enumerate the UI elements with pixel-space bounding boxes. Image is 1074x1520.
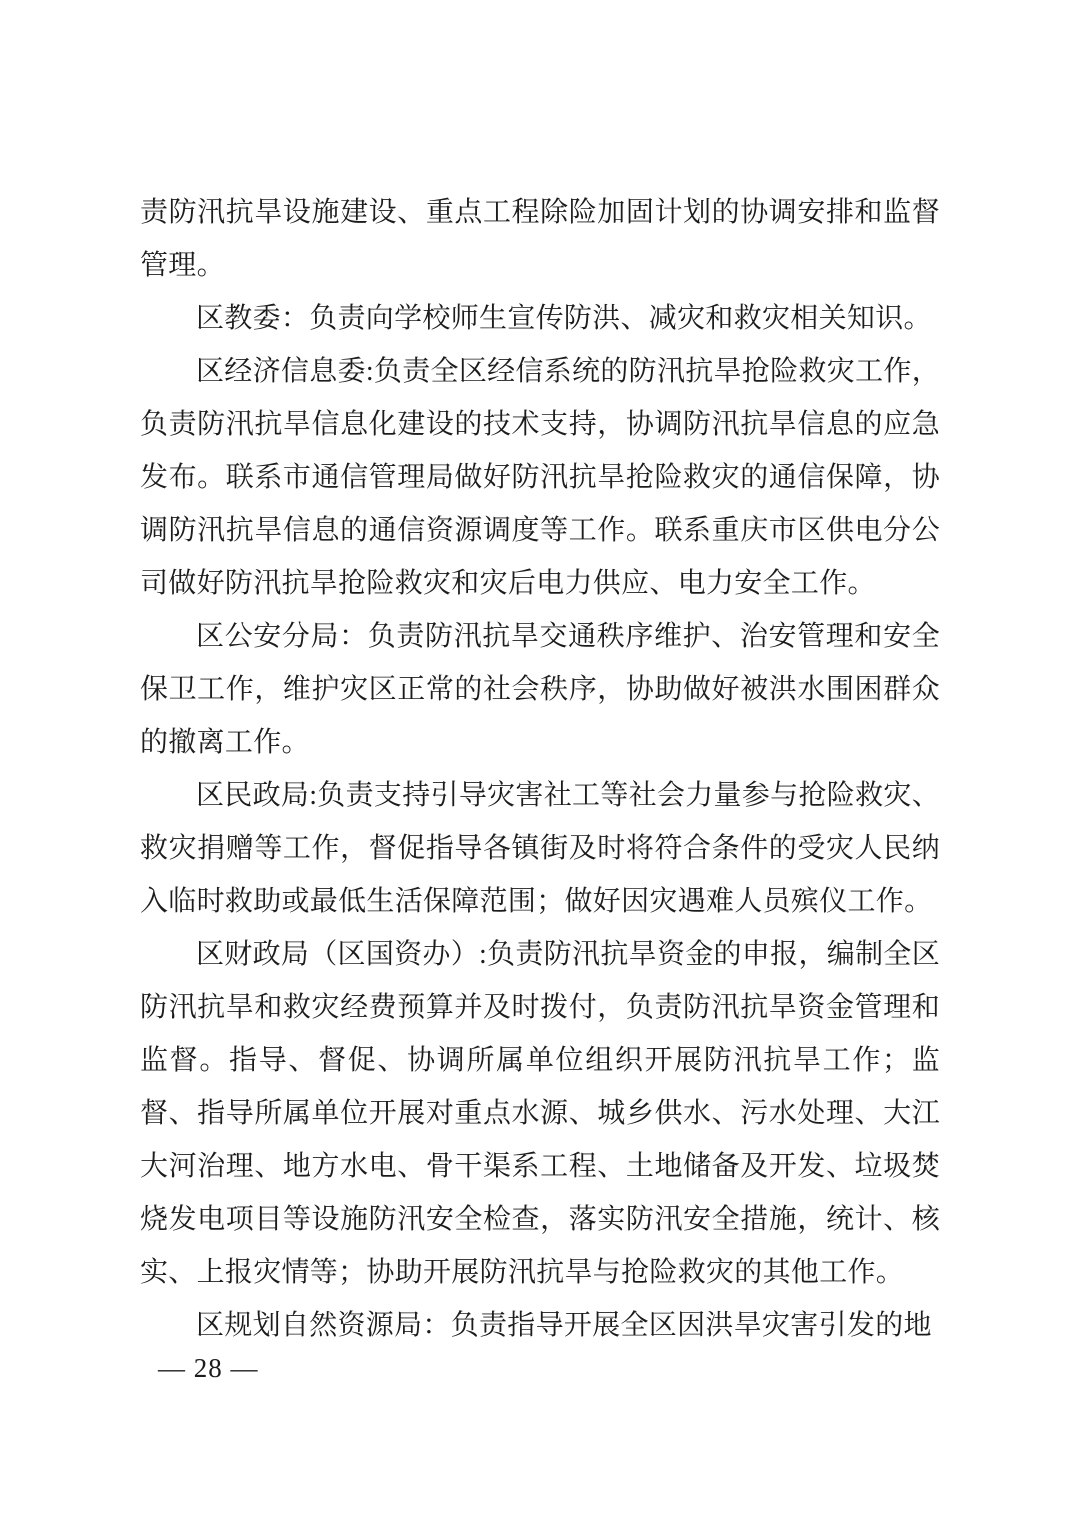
- page-number: — 28 —: [158, 1353, 259, 1383]
- document-body: [140, 186, 940, 1352]
- paragraph-finance-bureau: 区财政局（区国资办）:负责防汛抗旱资金的申报，编制全区防汛抗旱和救灾经费预算并及时拨付，负责防汛抗旱资金管理和监督。指导、督促、协调所属单位组织开展防汛抗旱工作；监督、指导所属单位开展对重点水源、城乡供水、污水处理、大江大河治理、地方水电、骨干渠系工程、土地储备及开发、垃圾焚烧发电项目等设施防汛安全检查，落实防汛安全措施，统计、核实、上报灾情等；协助开展防汛抗旱与抢险救灾的其他工作。: [140, 939, 940, 1288]
- paragraph-economic-information-commission: 区经济信息委:负责全区经信系统的防汛抗旱抢险救灾工作，负责防汛抗旱信息化建设的技术支持，协调防汛抗旱信息的应急发布。联系市通信管理局做好防汛抗旱抢险救灾的通信保障，协调防汛抗旱信息的通信资源调度等工作。联系重庆市区供电分公司做好防汛抗旱抢险救灾和灾后电力供应、电力安全工作。: [140, 356, 940, 599]
- paragraph-planning-natural-resources-bureau: 区规划自然资源局：负责指导开展全区因洪旱灾害引发的地: [196, 1310, 932, 1341]
- paragraph-civil-affairs-bureau: 区民政局:负责支持引导灾害社工等社会力量参与抢险救灾、救灾捐赠等工作，督促指导各镇街及时将符合条件的受灾人民纳入临时救助或最低生活保障范围；做好因灾遇难人员殡仪工作。: [140, 780, 940, 917]
- paragraph-continuation-supervision: 责防汛抗旱设施建设、重点工程除险加固计划的协调安排和监督管理。: [140, 197, 940, 281]
- paragraph-public-security-bureau: 区公安分局：负责防汛抗旱交通秩序维护、治安管理和安全保卫工作，维护灾区正常的社会秩序，协助做好被洪水围困群众的撤离工作。: [140, 621, 940, 758]
- paragraph-education-commission: 区教委：负责向学校师生宣传防洪、减灾和救灾相关知识。: [196, 303, 932, 334]
